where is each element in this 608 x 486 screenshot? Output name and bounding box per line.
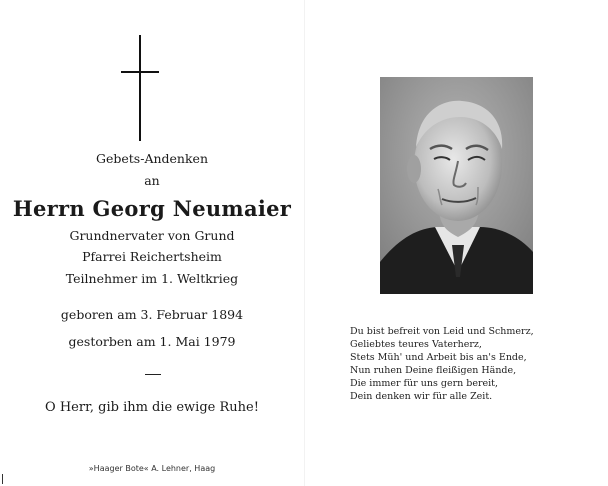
birth-date: geboren am 3. Februar 1894 [60,307,244,322]
poem-line: Geliebtes teures Vaterherz, [350,339,482,350]
portrait-photo [380,77,533,294]
poem-line: Nun ruhen Deine fleißigen Hände, [350,365,517,376]
poem-line: Stets Müh' und Arbeit bis an's Ende, [350,352,527,363]
separator-dash [145,374,161,375]
prayer-line: O Herr, gib ihm die ewige Ruhe! [45,400,259,415]
poem-line: Die immer für uns gern bereit, [350,378,498,389]
memorial-poem [350,325,600,403]
an-word: an [144,173,160,188]
printer-credit: »Haager Bote« A. Lehner, Haag [88,464,216,473]
poem-line: Dein denken wir für alle Zeit. [350,391,493,402]
title-line-1: Grundnervater von Grund [69,228,235,243]
poem-line: Du bist befreit von Leid und Schmerz, [350,326,534,337]
cross-icon [121,35,159,141]
card-heading: Gebets-Andenken [96,151,208,166]
death-date: gestorben am 1. Mai 1979 [68,334,236,349]
fold-line [304,0,305,486]
parish-line: Pfarrei Reichertsheim [82,249,222,264]
war-service-line: Teilnehmer im 1. Weltkrieg [65,271,239,286]
edge-mark [2,474,3,484]
deceased-name: Herrn Georg Neumaier [12,196,292,221]
